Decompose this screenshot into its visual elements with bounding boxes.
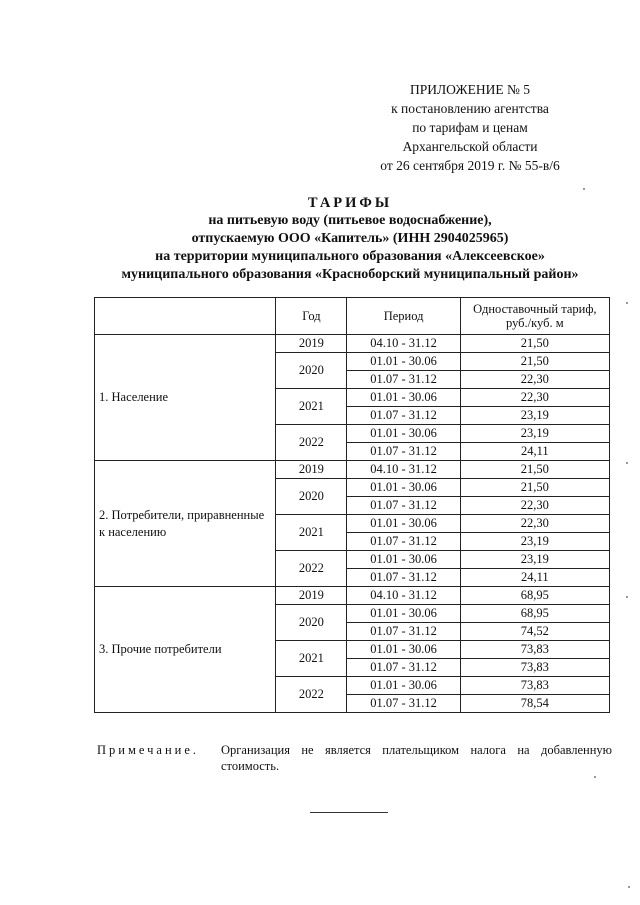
consumer-category: 1. Население bbox=[95, 335, 276, 461]
scan-speck bbox=[594, 776, 596, 778]
tariff-cell: 23,19 bbox=[460, 407, 609, 425]
tariff-cell: 23,19 bbox=[460, 425, 609, 443]
year-cell: 2022 bbox=[276, 551, 347, 587]
period-cell: 01.07 - 31.12 bbox=[347, 533, 460, 551]
year-cell: 2020 bbox=[276, 605, 347, 641]
period-cell: 01.07 - 31.12 bbox=[347, 623, 460, 641]
year-cell: 2019 bbox=[276, 461, 347, 479]
note-label: Примечание. bbox=[97, 743, 200, 757]
tariff-cell: 22,30 bbox=[460, 389, 609, 407]
period-cell: 01.01 - 30.06 bbox=[347, 677, 460, 695]
scan-speck bbox=[626, 596, 628, 598]
tariff-cell: 21,50 bbox=[460, 479, 609, 497]
title-line-2: отпускаемую ООО «Капитель» (ИНН 2904025965) bbox=[191, 231, 509, 246]
title-line-3: на территории муниципального образования «Алексеевское» bbox=[155, 249, 545, 264]
table-header-row bbox=[95, 298, 610, 335]
appendix-line-4: Архангельской области bbox=[402, 139, 538, 154]
table-row bbox=[95, 587, 610, 605]
tariff-table bbox=[94, 297, 610, 713]
tariff-cell: 78,54 bbox=[460, 695, 609, 713]
tariff-cell: 23,19 bbox=[460, 533, 609, 551]
table-row bbox=[95, 335, 610, 353]
year-cell: 2021 bbox=[276, 515, 347, 551]
document-title bbox=[70, 194, 630, 284]
tariff-cell: 21,50 bbox=[460, 353, 609, 371]
title-line-1: на питьевую воду (питьевое водоснабжение), bbox=[208, 213, 492, 228]
consumer-category: 2. Потребители, приравненные к населению bbox=[95, 461, 276, 587]
period-cell: 01.01 - 30.06 bbox=[347, 551, 460, 569]
appendix-header bbox=[360, 80, 580, 175]
scan-speck bbox=[628, 886, 630, 888]
appendix-number: ПРИЛОЖЕНИЕ № 5 bbox=[409, 82, 531, 97]
footnote bbox=[97, 742, 612, 774]
tariff-cell: 24,11 bbox=[460, 569, 609, 587]
appendix-line-3: по тарифам и ценам bbox=[412, 120, 528, 135]
period-cell: 04.10 - 31.12 bbox=[347, 335, 460, 353]
tariff-cell: 73,83 bbox=[460, 659, 609, 677]
tariff-cell: 74,52 bbox=[460, 623, 609, 641]
scan-speck bbox=[583, 188, 585, 190]
tariff-cell: 73,83 bbox=[460, 677, 609, 695]
note-text: Организация не является плательщиком налога на добавленную стоимость. bbox=[221, 743, 612, 773]
year-cell: 2019 bbox=[276, 335, 347, 353]
table-body bbox=[95, 335, 610, 713]
period-cell: 01.07 - 31.12 bbox=[347, 659, 460, 677]
tariff-cell: 22,30 bbox=[460, 515, 609, 533]
tariff-cell: 21,50 bbox=[460, 335, 609, 353]
period-cell: 01.07 - 31.12 bbox=[347, 497, 460, 515]
header-consumer bbox=[95, 298, 276, 335]
table-row bbox=[95, 461, 610, 479]
tariff-cell: 24,11 bbox=[460, 443, 609, 461]
tariff-cell: 22,30 bbox=[460, 371, 609, 389]
year-cell: 2022 bbox=[276, 677, 347, 713]
appendix-line-2: к постановлению агентства bbox=[391, 101, 549, 116]
year-cell: 2019 bbox=[276, 587, 347, 605]
appendix-date: от 26 сентября 2019 г. № 55-в/6 bbox=[380, 158, 560, 173]
period-cell: 01.01 - 30.06 bbox=[347, 389, 460, 407]
tariff-cell: 21,50 bbox=[460, 461, 609, 479]
tariff-cell: 68,95 bbox=[460, 587, 609, 605]
tariff-cell: 68,95 bbox=[460, 605, 609, 623]
period-cell: 01.07 - 31.12 bbox=[347, 569, 460, 587]
period-cell: 04.10 - 31.12 bbox=[347, 461, 460, 479]
period-cell: 01.07 - 31.12 bbox=[347, 371, 460, 389]
year-cell: 2021 bbox=[276, 389, 347, 425]
period-cell: 01.01 - 30.06 bbox=[347, 425, 460, 443]
period-cell: 01.01 - 30.06 bbox=[347, 515, 460, 533]
period-cell: 01.01 - 30.06 bbox=[347, 605, 460, 623]
year-cell: 2020 bbox=[276, 353, 347, 389]
closing-rule bbox=[310, 812, 388, 813]
header-tariff: Одноставочный тариф, руб./куб. м bbox=[460, 298, 609, 335]
year-cell: 2020 bbox=[276, 479, 347, 515]
scan-speck bbox=[626, 302, 628, 304]
title-line-4: муниципального образования «Красноборский муниципальный район» bbox=[121, 267, 579, 282]
header-year: Год bbox=[276, 298, 347, 335]
title-main: ТАРИФЫ bbox=[307, 195, 393, 211]
period-cell: 01.07 - 31.12 bbox=[347, 407, 460, 425]
period-cell: 01.07 - 31.12 bbox=[347, 695, 460, 713]
period-cell: 01.01 - 30.06 bbox=[347, 479, 460, 497]
tariff-cell: 23,19 bbox=[460, 551, 609, 569]
period-cell: 01.07 - 31.12 bbox=[347, 443, 460, 461]
period-cell: 04.10 - 31.12 bbox=[347, 587, 460, 605]
consumer-category: 3. Прочие потребители bbox=[95, 587, 276, 713]
period-cell: 01.01 - 30.06 bbox=[347, 353, 460, 371]
scan-speck bbox=[626, 462, 628, 464]
header-period: Период bbox=[347, 298, 460, 335]
tariff-cell: 73,83 bbox=[460, 641, 609, 659]
tariff-cell: 22,30 bbox=[460, 497, 609, 515]
year-cell: 2022 bbox=[276, 425, 347, 461]
year-cell: 2021 bbox=[276, 641, 347, 677]
period-cell: 01.01 - 30.06 bbox=[347, 641, 460, 659]
